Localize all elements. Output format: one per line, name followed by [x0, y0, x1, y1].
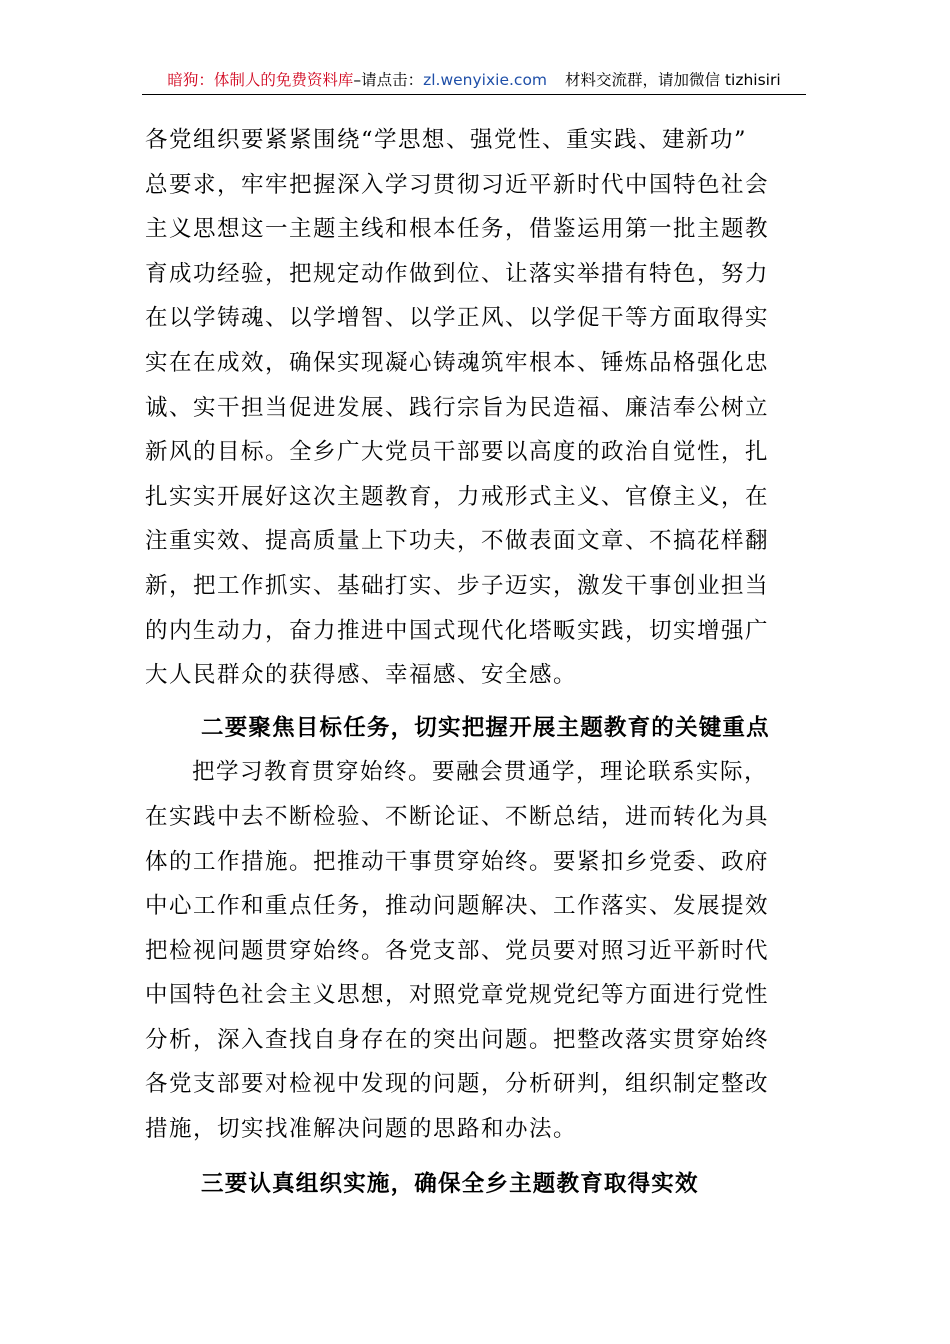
- page-header: [142, 66, 806, 95]
- header-contact: 材料交流群，请加微信 tizhisiri: [565, 71, 781, 89]
- text-line: 中国特色社会主义思想，对照党章党规党纪等方面进行党性: [145, 982, 770, 1009]
- text-line: 中心工作和重点任务，推动问题解决、工作落实、发展提效: [145, 893, 770, 920]
- paragraph-1: [145, 118, 810, 698]
- text-line: 育成功经验，把规定动作做到位、让落实举措有特色，努力: [145, 260, 770, 287]
- text-line: 大人民群众的获得感、幸福感、安全感。: [145, 662, 578, 689]
- text-line: 扎实实开展好这次主题教育，力戒形式主义、官僚主义，在: [145, 483, 770, 510]
- document-body: [145, 118, 810, 1206]
- text-line: 在以学铸魂、以学增智、以学正风、以学促干等方面取得实: [145, 305, 770, 332]
- text-line: 总要求，牢牢把握深入学习贯彻习近平新时代中国特色社会: [145, 171, 770, 198]
- text-line: 诚、实干担当促进发展、践行宗旨为民造福、廉洁奉公树立: [145, 394, 770, 421]
- section-heading-3: 三要认真组织实施，确保全乡主题教育取得实效: [201, 1170, 699, 1197]
- text-line: 各党支部要对检视中发现的问题，分析研判，组织制定整改: [145, 1071, 770, 1098]
- text-line: 注重实效、提高质量上下功夫，不做表面文章、不搞花样翻: [145, 528, 770, 555]
- text-line: 在实践中去不断检验、不断论证、不断总结，进而转化为具: [145, 803, 770, 830]
- text-line: 把学习教育贯穿始终。要融会贯通学，理论联系实际，: [192, 759, 769, 786]
- text-line: 新，把工作抓实、基础打实、步子迈实，激发干事创业担当: [145, 572, 770, 599]
- text-line: 新风的目标。全乡广大党员干部要以高度的政治自觉性，扎: [145, 439, 770, 466]
- text-line: 把检视问题贯穿始终。各党支部、党员要对照习近平新时代: [145, 937, 770, 964]
- text-line: 实在在成效，确保实现凝心铸魂筑牢根本、锤炼品格强化忠: [145, 349, 770, 376]
- text-line: 各党组织要紧紧围绕“学思想、强党性、重实践、建新功”: [145, 127, 748, 153]
- section-heading-2: 二要聚焦目标任务，切实把握开展主题教育的关键重点: [201, 714, 770, 741]
- text-line: 体的工作措施。把推动干事贯穿始终。要紧扣乡党委、政府: [145, 848, 770, 875]
- header-click-label: –请点击：: [353, 71, 424, 89]
- text-line: 措施，切实找准解决问题的思路和办法。: [145, 1116, 578, 1143]
- text-line: 的内生动力，奋力推进中国式现代化塔畈实践，切实增强广: [145, 617, 770, 644]
- header-site-label: 暗狗：体制人的免费资料库: [167, 71, 354, 89]
- text-line: 分析，深入查找自身存在的突出问题。把整改落实贯穿始终: [145, 1026, 770, 1053]
- paragraph-2: [145, 750, 810, 1151]
- text-line: 主义思想这一主题主线和根本任务，借鉴运用第一批主题教: [145, 216, 770, 243]
- header-url-link[interactable]: zl.wenyixie.com: [423, 71, 548, 89]
